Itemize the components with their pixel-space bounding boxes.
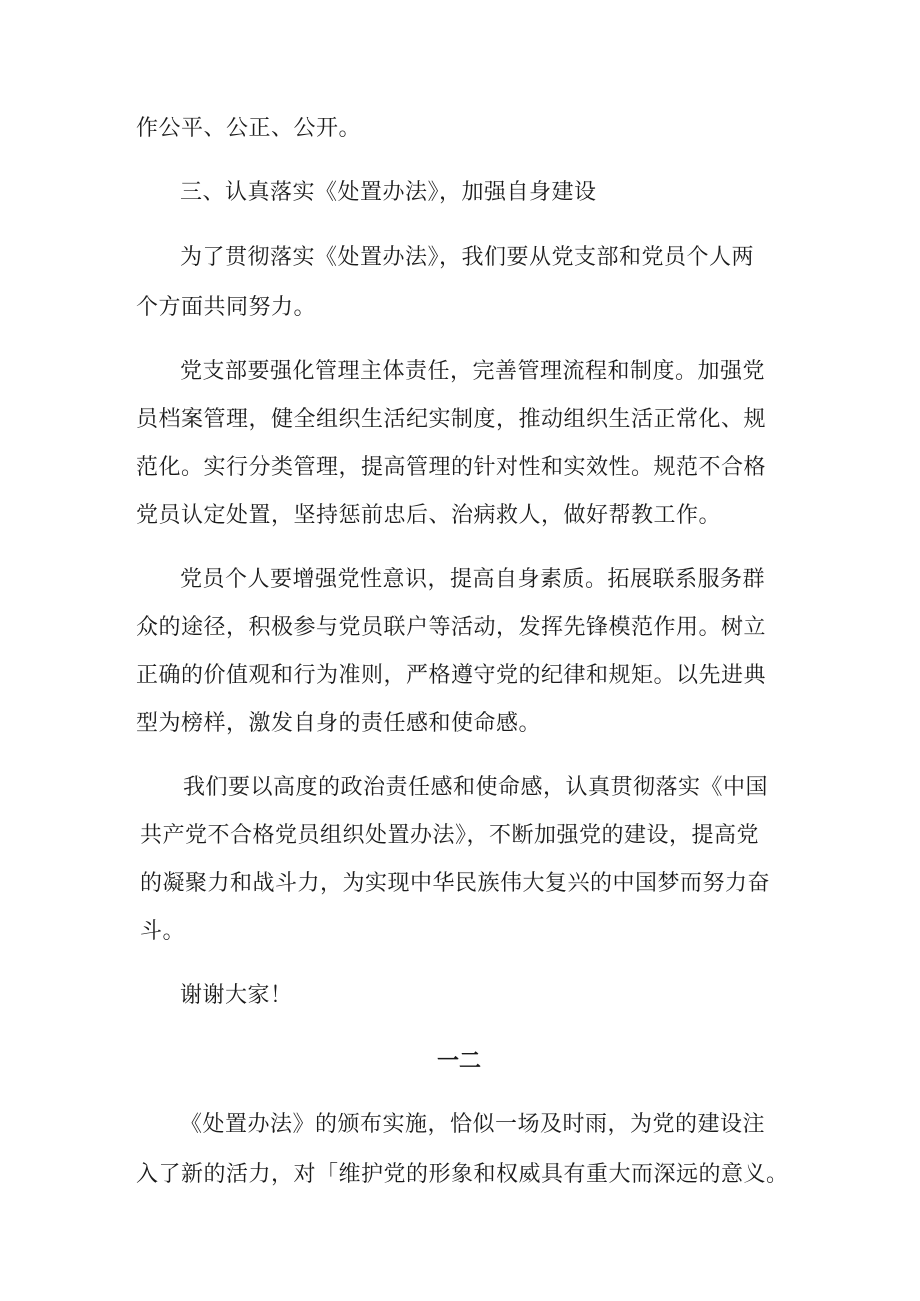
section-number: 一二	[437, 1048, 482, 1074]
text-line: 个方面共同努力。	[136, 295, 317, 320]
text-line: 的凝聚力和战斗力，为实现中华民族伟大复兴的中国梦而努力奋	[140, 871, 771, 896]
text-line: 共产党不合格党员组织处置办法》，不断加强党的建设，提高党	[140, 823, 760, 848]
text-line: 斗。	[140, 919, 186, 944]
text-line: 型为榜样，激发自身的责任感和使命感。	[136, 711, 542, 736]
text-line: 员档案管理，健全组织生活纪实制度，推动组织生活正常化、规	[136, 407, 767, 432]
text-line: 入了新的活力，对「维护党的形象和权威具有重大而深远的意义。	[136, 1162, 789, 1187]
closing-line: 谢谢大家！	[180, 983, 293, 1008]
text-line: 众的途径，积极参与党员联户等活动，发挥先锋模范作用。树立	[136, 615, 767, 640]
text-line: 党员认定处置，坚持惩前忠后、治病救人，做好帮教工作。	[136, 503, 722, 528]
text-line: 党支部要强化管理主体责任，完善管理流程和制度。加强党	[180, 359, 766, 384]
text-line: 作公平、公正、公开。	[136, 116, 362, 141]
text-line: 《处置办法》的颁布实施，恰似一场及时雨，为党的建设注	[180, 1112, 766, 1137]
text-line: 我们要以高度的政治责任感和使命感，认真贯彻落实《中国	[183, 775, 769, 800]
text-line: 为了贯彻落实《处置办法》，我们要从党支部和党员个人两	[180, 245, 755, 270]
text-line: 正确的价值观和行为准则，严格遵守党的纪律和规矩。以先进典	[136, 663, 767, 688]
section-heading: 三、认真落实《处置办法》，加强自身建设	[180, 180, 597, 205]
text-line: 党员个人要增强党性意识，提高自身素质。拓展联系服务群	[180, 567, 766, 592]
text-line: 范化。实行分类管理，提高管理的针对性和实效性。规范不合格	[136, 455, 767, 480]
